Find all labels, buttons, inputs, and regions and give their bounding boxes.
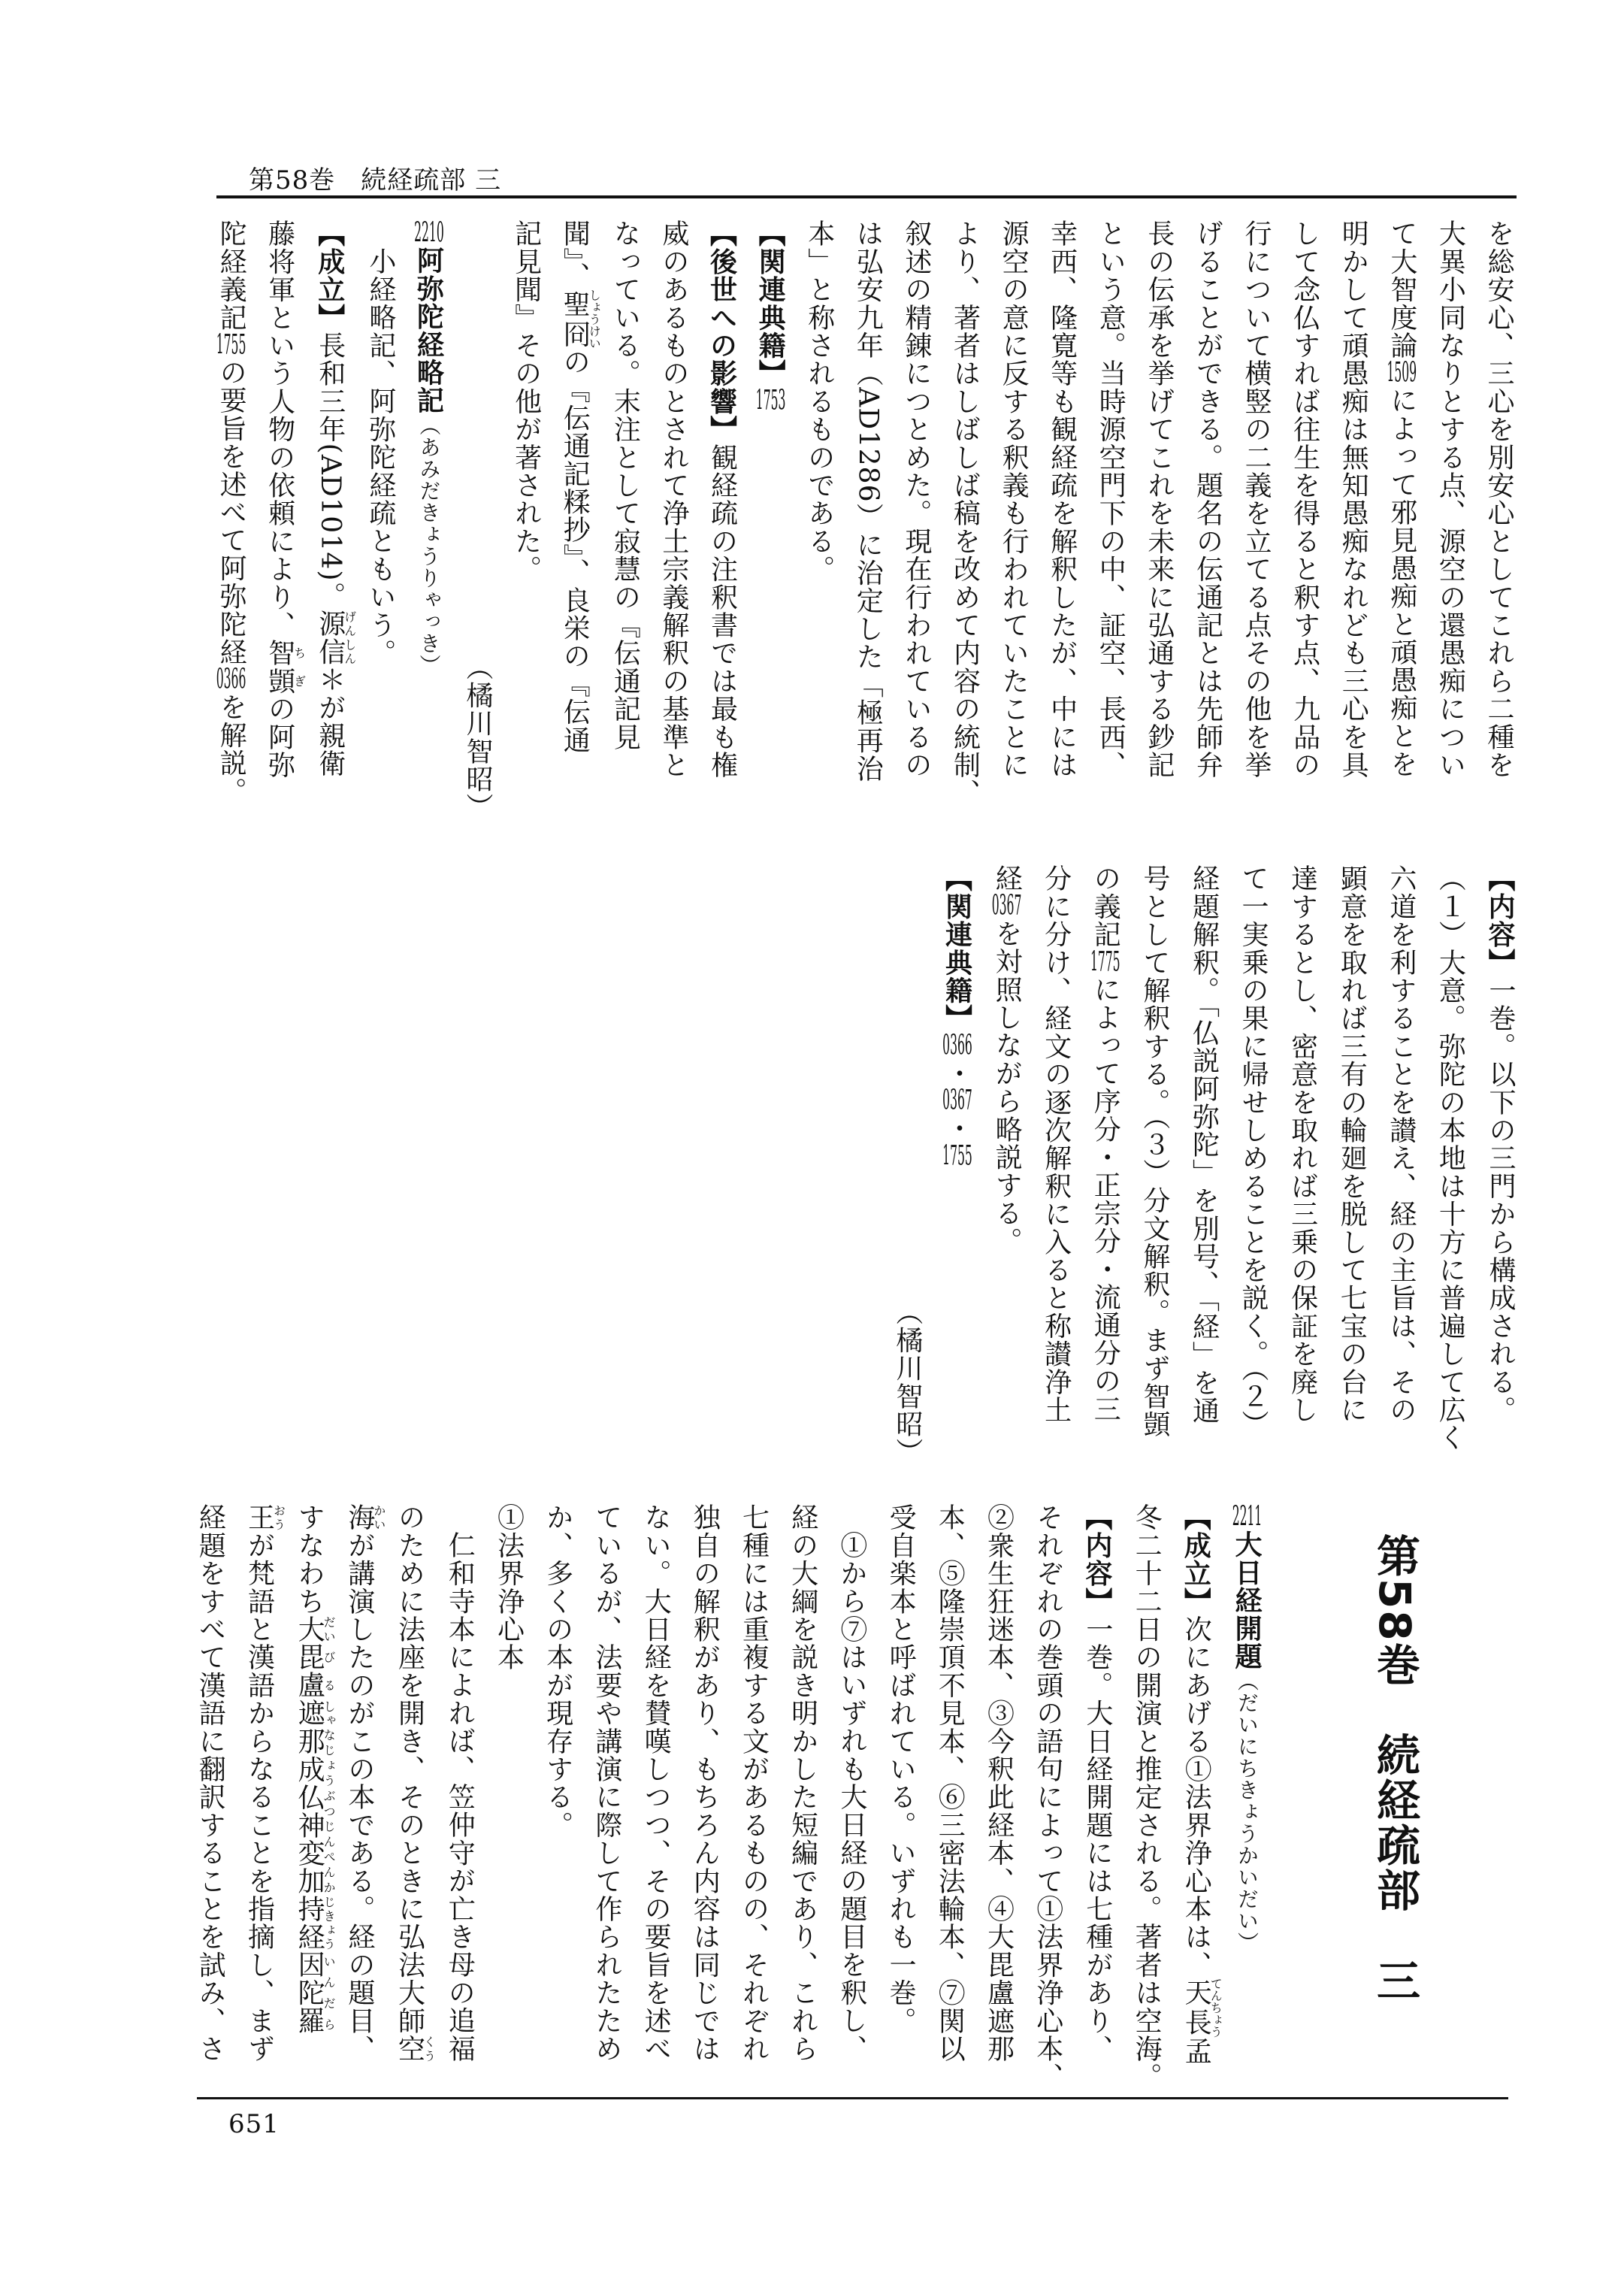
ruby-base: 聖冏 [559, 289, 591, 350]
author-signature [882, 864, 932, 1466]
ruby-reading: おう [271, 1503, 286, 1532]
reference-number: 1509 [1387, 359, 1417, 386]
reference-number: 2211 [1232, 1503, 1263, 1530]
text-run: なっている。末注として寂慧の『伝通記見 [609, 219, 641, 751]
text-column [1426, 864, 1475, 1466]
text-run: 威のあるものとされて浄土宗義解釈の基準と [658, 219, 689, 779]
text-column [1426, 219, 1474, 821]
reference-number: 1755 [216, 331, 246, 359]
footer-rule [197, 2097, 1508, 2099]
reference-number: 0366 [942, 1032, 972, 1060]
ruby-base: 持経 [294, 1894, 325, 1951]
heading-text: 【後世への影響】 [706, 219, 738, 443]
text-column [1278, 864, 1327, 1466]
header-rule [216, 195, 1517, 198]
text-column [206, 219, 255, 821]
text-run: より、著者はしばしば稿を改めて内容の統制、 [949, 219, 981, 807]
ruby-base: 智顗 [264, 639, 295, 695]
ruby-base: 海 [343, 1503, 375, 1532]
reference-number: 1755 [942, 1142, 972, 1170]
heading-text: 【関連典籍】 [755, 219, 787, 388]
text-run: のために法座を開き、そのときに弘法大師 [394, 1503, 425, 2035]
ruby-reading: しゃ [322, 1699, 337, 1727]
text-run: 観経疏の注釈書では最も権 [706, 443, 738, 779]
heading-text: 阿弥陀経略記 [413, 247, 445, 415]
text-column [746, 219, 795, 821]
text-run: は弘安九年（AD1286）に治定した「極再治 [852, 219, 884, 782]
text-run: の義記 [1090, 864, 1121, 949]
text-run: 分に分け、経文の逐次解釈に入ると称讃浄土 [1040, 864, 1072, 1424]
text-column [582, 1503, 631, 2090]
heading-text: 【成立】 [1180, 1503, 1212, 1615]
text-run: 明かして頑愚痴は無知愚痴なれども三心を具 [1338, 219, 1369, 779]
ruby-base: 大 [294, 1615, 325, 1644]
text-run: 冬二十二日の開演と推定される。著者は空海。 [1131, 1503, 1163, 2091]
text-column [1329, 219, 1378, 821]
ruby-base: 空 [394, 2034, 425, 2063]
text-column [501, 219, 550, 821]
text-run: 行について横竪の二義を立てる点その他を挙 [1241, 219, 1272, 779]
text-run: 源空の意に反する釈義も行われていたことに [998, 219, 1030, 779]
ruby-annotated-text [294, 1643, 337, 1672]
text-run: 七種には重複する文があるものの、それぞれ [738, 1503, 770, 2063]
text-column [1222, 1503, 1272, 2090]
text-column [1474, 864, 1525, 1466]
text-column [550, 219, 600, 821]
text-column [932, 864, 982, 1466]
text-run: ②衆生狂迷本、③今釈此経本、④大毘盧遮那 [983, 1503, 1015, 2063]
text-run: 大異小同なりとする点、源空の還愚痴につい [1435, 219, 1466, 779]
text-column [335, 1503, 386, 2090]
text-column [533, 1503, 582, 2090]
text-column [843, 219, 892, 821]
text-run: 本」と称されるものである。 [803, 219, 835, 583]
text-column [876, 1503, 925, 2090]
text-run: 小経略記、阿弥陀経疏ともいう。 [364, 247, 396, 667]
ruby-annotated-text [243, 1503, 286, 1532]
ruby-annotated-text [559, 289, 602, 350]
text-column [1376, 864, 1426, 1466]
lower-tier-text [186, 1503, 1272, 2090]
ruby-annotated-text [294, 1615, 337, 1644]
text-run: 陀経義記 [216, 219, 247, 331]
text-run: ・ [942, 1059, 973, 1088]
text-column [988, 219, 1037, 821]
text-column [891, 219, 940, 821]
text-column [285, 1503, 335, 2090]
ruby-reading: なじょうぶつじんぺんか [322, 1727, 337, 1895]
text-column [1081, 864, 1130, 1466]
text-run: が講演したのがこの本である。経の題目、 [343, 1531, 375, 2063]
reference-number: 1775 [1090, 948, 1120, 976]
ruby-base: 王 [243, 1503, 275, 1532]
text-column [925, 1503, 974, 2090]
header-volume: 第58巻 [249, 165, 336, 195]
text-run: 経の大綱を説き明かした短編であり、これら [787, 1503, 818, 2063]
ruby-annotated-text [264, 639, 307, 695]
text-run: 経題をすべて漢語に翻訳することを試み、さ [195, 1503, 226, 2063]
text-run: て大智度論 [1386, 219, 1417, 359]
text-run: 顕意を取れば三有の輪廻を脱して七宝の台に [1336, 864, 1368, 1424]
text-column [1474, 219, 1523, 821]
ruby-base: 那成仏神変加 [294, 1727, 325, 1895]
volume-section-title: 第58巻 続経疏部 三 [1369, 1533, 1420, 2003]
heading-text: 【内容】 [1081, 1503, 1113, 1615]
text-run: ①法界浄心本 [493, 1503, 525, 1672]
heading-text: 【成立】 [313, 219, 346, 331]
text-column [649, 219, 697, 821]
text-run: によって序分・正宗分・流通分の三 [1090, 975, 1121, 1423]
text-column [355, 219, 404, 821]
ruby-annotated-text [314, 609, 357, 666]
text-column [186, 1503, 234, 2090]
ruby-reading: だい [322, 1615, 337, 1644]
text-column [974, 1503, 1023, 2090]
text-run: 本、⑤隆崇頂不見本、⑥三密法輪本、⑦関以 [934, 1503, 966, 2063]
heading-text: 【関連典籍】 [941, 864, 973, 1033]
text-run: 受自楽本と呼ばれている。いずれも一巻。 [885, 1503, 917, 2035]
text-run: の阿弥 [264, 695, 295, 779]
text-column [1037, 219, 1086, 821]
ruby-base: 源信 [314, 609, 346, 666]
text-run: 叙述の精錬につとめた。現在行われているの [900, 219, 932, 779]
text-run: （橘川智昭） [462, 652, 494, 821]
text-column [827, 1503, 876, 2090]
text-run: 記見聞』その他が著された。 [510, 219, 542, 583]
text-column [697, 219, 746, 821]
text-column [1134, 219, 1183, 821]
text-run: 藤将軍という人物の依頼により、 [264, 219, 295, 639]
text-column [940, 219, 989, 821]
text-run: て一実乗の果に帰せしめることを説く。（２） [1238, 864, 1269, 1439]
ruby-annotated-text [294, 1727, 337, 1895]
text-run: 幸西、隆寛等も観経疏を解釈したが、中には [1046, 219, 1078, 779]
text-run: の要旨を述べて阿弥陀経 [216, 358, 247, 667]
text-run: して念仏すれば往生を得ると釈す点、九品の [1289, 219, 1320, 779]
upper-tier-text [206, 219, 1523, 821]
page-number: 651 [228, 2109, 280, 2139]
reading-gloss: （あみだきょうりゃっき） [416, 414, 442, 676]
text-run: を解説。 [216, 693, 247, 805]
ruby-reading: ちぎ [292, 639, 307, 695]
text-run: 長和三年(AD1014)。 [314, 331, 346, 610]
text-column [1377, 219, 1426, 821]
text-column [435, 1503, 484, 2090]
header-section: 続経疏部 三 [361, 165, 502, 195]
text-run: の『伝通記糅抄』、良栄の『伝通 [559, 347, 591, 754]
text-column [794, 219, 843, 821]
reference-number: 2210 [414, 219, 444, 247]
text-column [1280, 219, 1329, 821]
ruby-annotated-text [294, 1699, 337, 1727]
text-column [305, 219, 355, 821]
reading-gloss: （だいにちきょうかいだい） [1235, 1670, 1260, 1954]
text-column [1171, 1503, 1222, 2090]
text-run: が梵語と漢語からなることを指摘し、まず [243, 1531, 275, 2063]
text-run: か、多くの本が現存する。 [542, 1503, 573, 1839]
text-run: （橘川智昭） [891, 1297, 923, 1466]
text-column [1183, 219, 1232, 821]
text-column [680, 1503, 729, 2090]
text-run: 独自の解釈があり、もちろん内容は同じでは [689, 1503, 721, 2063]
text-column [1231, 219, 1280, 821]
heading-text: 大日経開題 [1231, 1530, 1263, 1670]
ruby-base: 盧 [294, 1671, 325, 1699]
text-run: ＊が親衛 [314, 665, 346, 778]
ruby-reading: しょうけい [587, 289, 602, 350]
middle-tier-text [882, 864, 1525, 1466]
text-column [729, 1503, 778, 2090]
text-run: 一巻。以下の三門から構成される。 [1485, 976, 1516, 1424]
text-run: 次にあげる①法界浄心本は、 [1181, 1615, 1212, 1979]
text-column [778, 1503, 827, 2090]
text-run: 孟 [1181, 2036, 1212, 2065]
text-run: 聞』、 [559, 219, 591, 290]
text-column [484, 1503, 533, 2090]
ruby-reading: る [322, 1671, 337, 1699]
text-run: を対照しながら略説する。 [991, 919, 1023, 1255]
ruby-annotated-text [394, 2034, 437, 2063]
text-column [385, 1503, 435, 2090]
text-run: それぞれの巻頭の語句によって①法界浄心本、 [1032, 1503, 1063, 2091]
text-run: ・ [942, 1114, 973, 1143]
ruby-reading: いんだら [322, 1951, 337, 2035]
ruby-base: 因陀羅 [294, 1951, 325, 2035]
reference-number: 0366 [216, 666, 246, 694]
text-column [1122, 1503, 1171, 2090]
heading-text: 【内容】 [1484, 864, 1516, 976]
text-run: 一巻。大日経開題には七種があり、 [1081, 1615, 1113, 2063]
text-column [1072, 1503, 1122, 2090]
ruby-reading: げんしん [342, 609, 357, 666]
text-column [631, 1503, 680, 2090]
ruby-base: 天長 [1181, 1978, 1212, 2038]
ruby-reading: てんちょう [1208, 1978, 1223, 2038]
text-run: 経 [991, 864, 1023, 893]
text-column [1086, 219, 1135, 821]
ruby-annotated-text [294, 1951, 337, 2035]
text-run: を総安心、三心を別安心としてこれら二種を [1483, 219, 1514, 779]
text-column [255, 219, 305, 821]
text-run: （１）大意。弥陀の本地は十方に普遍して広く [1435, 864, 1466, 1452]
author-signature [452, 219, 501, 821]
text-column [1228, 864, 1278, 1466]
text-run: ない。大日経を賛嘆しつつ、その要旨を述べ [640, 1503, 672, 2063]
text-run: 長の伝承を挙げてこれを未来に弘通する鈔記 [1143, 219, 1175, 779]
text-column [981, 864, 1031, 1466]
text-column [1023, 1503, 1072, 2090]
text-run: すなわち [294, 1503, 325, 1615]
text-run: 六道を利することを讃え、経の主旨は、その [1385, 864, 1417, 1424]
ruby-reading: び [322, 1643, 337, 1672]
reference-number: 1753 [755, 387, 786, 415]
text-run: ているが、法要や講演に際して作られたため [591, 1503, 622, 2063]
text-run: ①から⑦はいずれも大日経の題目を釈し、 [836, 1531, 867, 2063]
text-column [404, 219, 453, 821]
ruby-annotated-text [294, 1671, 337, 1699]
text-column [234, 1503, 285, 2090]
text-run: 仁和寺本によれば、笠仲守が亡き母の追福 [444, 1531, 476, 2063]
text-column [1179, 864, 1229, 1466]
reference-number: 0367 [991, 892, 1022, 920]
text-run: 号として解釈する。（３）分文解釈。まず智顗 [1139, 864, 1170, 1439]
ruby-base: 遮 [294, 1699, 325, 1727]
ruby-annotated-text [1181, 1978, 1223, 2038]
text-run: げることができる。題名の伝通記とは先師弁 [1192, 219, 1223, 779]
ruby-annotated-text [343, 1503, 386, 1532]
text-run: 経題解釈。「仏説阿弥陀」を別号、「経」を通 [1188, 864, 1220, 1425]
text-column [600, 219, 649, 821]
ruby-reading: かい [371, 1503, 386, 1532]
ruby-annotated-text [294, 1894, 337, 1951]
reference-number: 0367 [942, 1087, 972, 1115]
text-run: 達するとし、密意を取れば三乗の保証を廃し [1287, 864, 1318, 1424]
ruby-reading: くう [422, 2034, 437, 2063]
running-header [249, 159, 501, 196]
text-column [1130, 864, 1179, 1466]
ruby-base: 毘 [294, 1643, 325, 1672]
text-column [1031, 864, 1081, 1466]
text-run: によって邪見愚痴と頑愚痴とを [1386, 386, 1417, 778]
text-run: という意。当時源空門下の中、証空、長西、 [1095, 219, 1127, 779]
ruby-reading: じきょう [322, 1894, 337, 1951]
text-column [1327, 864, 1377, 1466]
